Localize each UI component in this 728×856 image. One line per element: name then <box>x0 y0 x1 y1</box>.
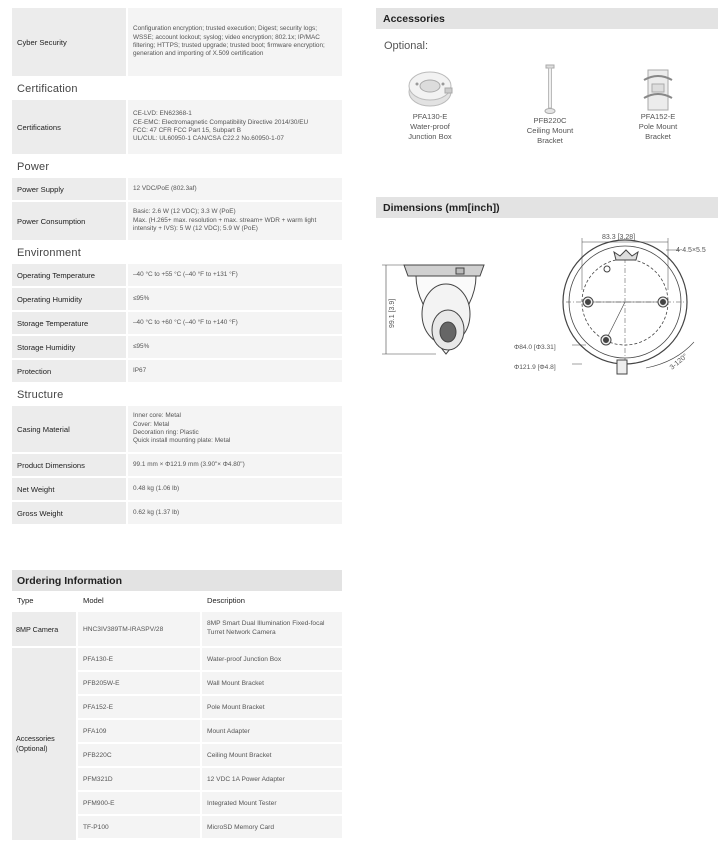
ceiling-bracket-image <box>540 64 560 116</box>
accessory-description: Mount Adapter <box>202 720 342 742</box>
header-description: Description <box>207 596 245 605</box>
ordering-row-camera <box>12 612 342 648</box>
accessory-description: Integrated Mount Tester <box>202 792 342 814</box>
spec-label: Cyber Security <box>12 8 128 76</box>
accessories-type-label: Accessories (Optional) <box>12 648 78 840</box>
spec-row-cyber-security <box>12 8 342 78</box>
section-title-power: Power <box>12 156 342 178</box>
accessory-model: PFB220C <box>78 744 202 766</box>
accessories-rows <box>78 648 342 840</box>
inner-diameter-label: Φ84.0 [Φ3.31] <box>514 344 556 351</box>
accessory-description: Ceiling Mount Bracket <box>202 744 342 766</box>
spec-label: Product Dimensions <box>12 454 128 476</box>
accessories-title: Accessories <box>376 8 718 29</box>
holes-label: 4-4.5×5.5 <box>676 247 706 254</box>
outer-diameter-label: Φ121.9 [Φ4.8] <box>514 364 556 371</box>
accessory-model: PFB205W-E <box>78 672 202 694</box>
table-row <box>78 672 342 696</box>
accessory-description: 12 VDC 1A Power Adapter <box>202 768 342 790</box>
accessory-pole-bracket <box>626 68 690 142</box>
camera-type: 8MP Camera <box>12 612 78 646</box>
spec-row-power-supply <box>12 178 342 202</box>
spec-row-operating-temperature <box>12 264 342 288</box>
accessory-caption: Ceiling Mount Bracket <box>526 126 574 145</box>
table-row <box>78 648 342 672</box>
accessory-model: PFA152-E <box>640 112 676 121</box>
spec-row-gross-weight <box>12 502 342 526</box>
spec-value: 0.48 kg (1.06 lb) <box>128 478 342 500</box>
table-row <box>78 768 342 792</box>
accessory-model: PFM321D <box>78 768 202 790</box>
accessory-model: PFA130-E <box>412 112 448 121</box>
accessory-description: Pole Mount Bracket <box>202 696 342 718</box>
width-top-label: 83.3 [3.28] <box>602 234 636 241</box>
spec-value: ≤95% <box>128 288 342 310</box>
spec-value: Basic: 2.6 W (12 VDC); 3.3 W (PoE) Max. (H.265+ max. resolution + max. stream+ WDR + warm light intensity + IVS): 5 W (12 VDC); 5.9 W (PoE) <box>128 202 342 240</box>
spec-row-storage-humidity <box>12 336 342 360</box>
accessory-caption: Pole Mount Bracket <box>638 122 678 141</box>
header-model: Model <box>83 596 104 605</box>
accessory-model: PFA152-E <box>78 696 202 718</box>
spec-row-net-weight <box>12 478 342 502</box>
spec-row-certifications <box>12 100 342 156</box>
table-row <box>78 816 342 840</box>
spec-table <box>12 8 342 526</box>
table-row <box>78 720 342 744</box>
accessory-ceiling-bracket <box>512 64 588 146</box>
accessory-description: Wall Mount Bracket <box>202 672 342 694</box>
ordering-accessories-group <box>12 648 342 840</box>
spec-row-product-dimensions <box>12 454 342 478</box>
spec-label: Net Weight <box>12 478 128 500</box>
spec-value: –40 °C to +60 °C (–40 °F to +140 °F) <box>128 312 342 334</box>
spec-value: Inner core: Metal Cover: Metal Decoration ring: Plastic Quick install mounting plate: Metal <box>128 406 342 452</box>
optional-label: Optional: <box>384 40 429 52</box>
accessory-description: MicroSD Memory Card <box>202 816 342 838</box>
junction-box-image <box>405 66 455 112</box>
spec-row-storage-temperature <box>12 312 342 336</box>
spec-label: Operating Humidity <box>12 288 128 310</box>
side-view <box>382 265 484 354</box>
pole-bracket-image <box>640 68 676 112</box>
accessory-model: PFB220C <box>533 116 567 125</box>
camera-description: 8MP Smart Dual Illumination Fixed-focal Turret Network Camera <box>202 612 342 646</box>
spec-row-power-consumption <box>12 202 342 242</box>
spec-label: Protection <box>12 360 128 382</box>
spec-value: –40 °C to +55 °C (–40 °F to +131 °F) <box>128 264 342 286</box>
ordering-table <box>12 570 342 840</box>
ordering-title: Ordering Information <box>12 570 342 591</box>
spec-label: Power Consumption <box>12 202 128 240</box>
accessory-description: Water-proof Junction Box <box>202 648 342 670</box>
accessory-caption: Water-proof Junction Box <box>408 122 452 141</box>
spec-value: 0.62 kg (1.37 lb) <box>128 502 342 524</box>
spec-label: Certifications <box>12 100 128 154</box>
spec-label: Gross Weight <box>12 502 128 524</box>
top-view <box>563 238 694 374</box>
spec-label: Operating Temperature <box>12 264 128 286</box>
ordering-header-row <box>12 591 342 612</box>
accessory-model: TF-P100 <box>78 816 202 838</box>
table-row <box>78 792 342 816</box>
spec-label: Storage Humidity <box>12 336 128 358</box>
accessory-model: PFM900-E <box>78 792 202 814</box>
spec-row-casing-material <box>12 406 342 454</box>
header-type: Type <box>17 596 34 605</box>
spec-row-protection <box>12 360 342 384</box>
dimensions-title: Dimensions (mm[inch]) <box>376 197 718 218</box>
spec-value: CE-LVD: EN62368-1 CE-EMC: Electromagnetic Compatibility Directive 2014/30/EU FCC: 47 CFR FCC Part 15, Subpart B UL/CUL: UL60950-1 CAN/CSA C22.2 No.60950-1-07 <box>128 100 342 154</box>
table-row <box>78 744 342 768</box>
height-label: 99.1 [3.9] <box>389 298 396 328</box>
camera-model: HNC3IV389TM-IRASPV/28 <box>78 612 202 646</box>
spec-value: 99.1 mm × Φ121.9 mm (3.90"× Φ4.80") <box>128 454 342 476</box>
angle-label: 3-120° <box>668 352 690 372</box>
dimensions-drawing <box>376 220 718 380</box>
section-title-certification: Certification <box>12 78 342 100</box>
spec-row-operating-humidity <box>12 288 342 312</box>
spec-value: Configuration encryption; trusted execution; Digest; security logs; WSSE; account lockout; syslog; video encryption; 802.1x; IP/MAC filtering; HTTPS; trusted upgrade; trusted boot; firmware encryption; generation and importing of X.509 certification <box>128 8 342 76</box>
spec-value: IP67 <box>128 360 342 382</box>
accessory-junction-box <box>395 66 465 142</box>
section-title-structure: Structure <box>12 384 342 406</box>
spec-label: Casing Material <box>12 406 128 452</box>
spec-value: 12 VDC/PoE (802.3af) <box>128 178 342 200</box>
spec-label: Storage Temperature <box>12 312 128 334</box>
accessory-model: PFA130-E <box>78 648 202 670</box>
section-title-environment: Environment <box>12 242 342 264</box>
spec-label: Power Supply <box>12 178 128 200</box>
spec-value: ≤95% <box>128 336 342 358</box>
table-row <box>78 696 342 720</box>
accessory-model: PFA109 <box>78 720 202 742</box>
